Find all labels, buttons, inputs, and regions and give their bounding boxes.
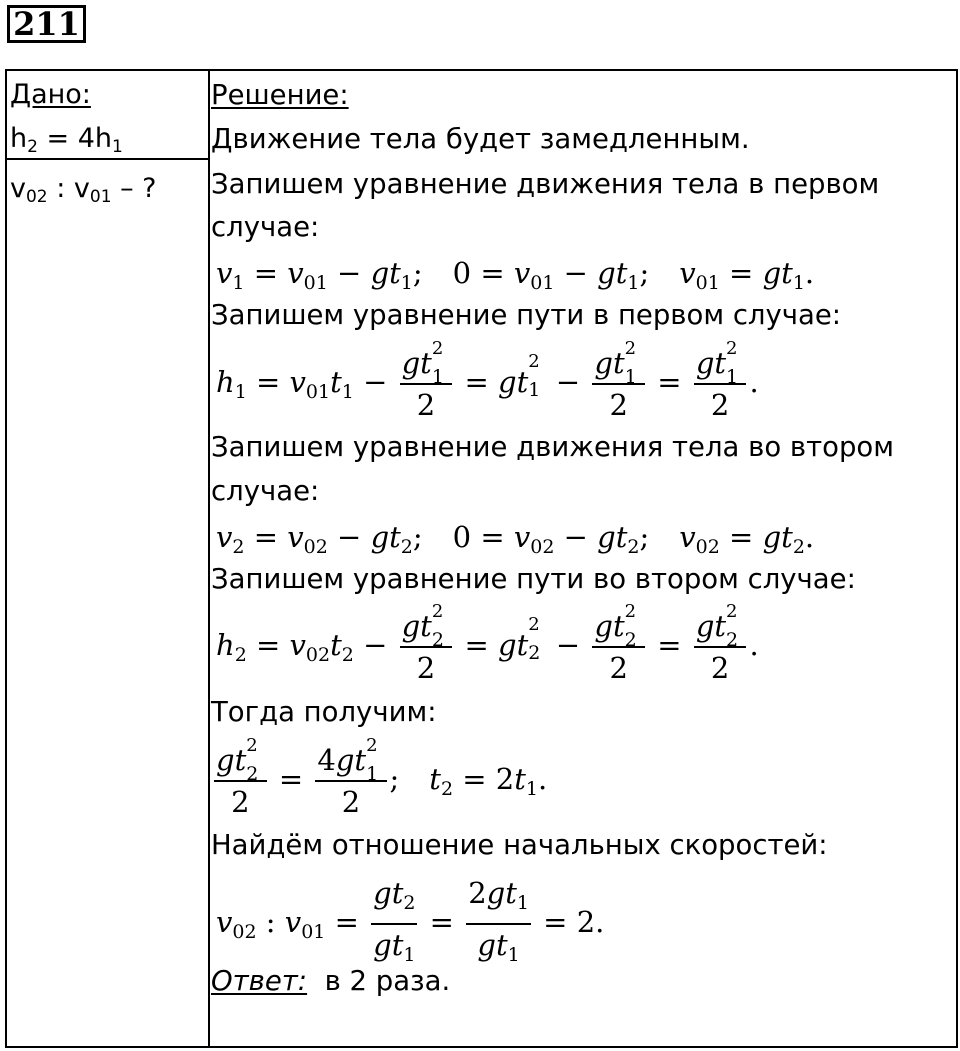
equation-motion-1: $v_1 = v_{01} - gt_1$; $0 = v_{01} - gt_1$; $v_{01} = gt_1$. <box>216 256 815 294</box>
solution-line-2: Запишем уравнение движения тела в первом <box>211 168 880 200</box>
given-find: $v_{02}$ : $v_{01}$ – ? <box>10 173 157 207</box>
equation-motion-2: $v_2 = v_{02} - gt_2$; $0 = v_{02} - gt_2$; $v_{02} = gt_2$. <box>216 520 815 558</box>
answer-label: Ответ: <box>211 965 308 997</box>
solution-line-7: Запишем уравнение пути во втором случае: <box>211 563 856 595</box>
solution-title: Решение: <box>211 79 349 111</box>
equation-path-1: $h_1 = v_{01}t_1$ − gt 2 1 2 = gt 2 1 − gt 2 1 2 = gt 2 1 2 . <box>216 338 759 422</box>
solution-line-4: Запишем уравнение пути в первом случае: <box>211 299 842 331</box>
equation-path-2: $h_2 = v_{02}t_2$ − gt 2 2 2 = gt 2 2 − gt 2 2 2 = gt 2 2 2 . <box>216 601 759 685</box>
equation-speed-ratio: $v_{02}$ : $v_{01}$ = $\frac{gt_2}{gt_1}$ = $\frac{2gt_1}{gt_1}$ = 2. <box>216 873 604 975</box>
solution-line-5: Запишем уравнение движения тела во втором <box>211 431 894 463</box>
solution-line-8: Тогда получим: <box>211 696 437 728</box>
solution-line-6: случае: <box>211 475 320 507</box>
problem-number: 211 <box>7 5 86 43</box>
given-title: Дано: <box>10 79 91 110</box>
solution-line-3: случае: <box>211 211 320 243</box>
given-condition: $h_2 = 4h_1$ <box>10 123 123 157</box>
solution-line-9: Найдём отношение начальных скоростей: <box>211 829 828 861</box>
answer-line <box>211 964 450 998</box>
answer-value: в 2 раза. <box>324 965 451 997</box>
column-divider <box>208 71 210 1046</box>
equation-time-ratio: gt 2 2 2 = 4gt 2 1 2 ; $t_2 = 2t_1$. <box>216 735 548 819</box>
solution-line-1: Движение тела будет замедленным. <box>211 123 750 155</box>
